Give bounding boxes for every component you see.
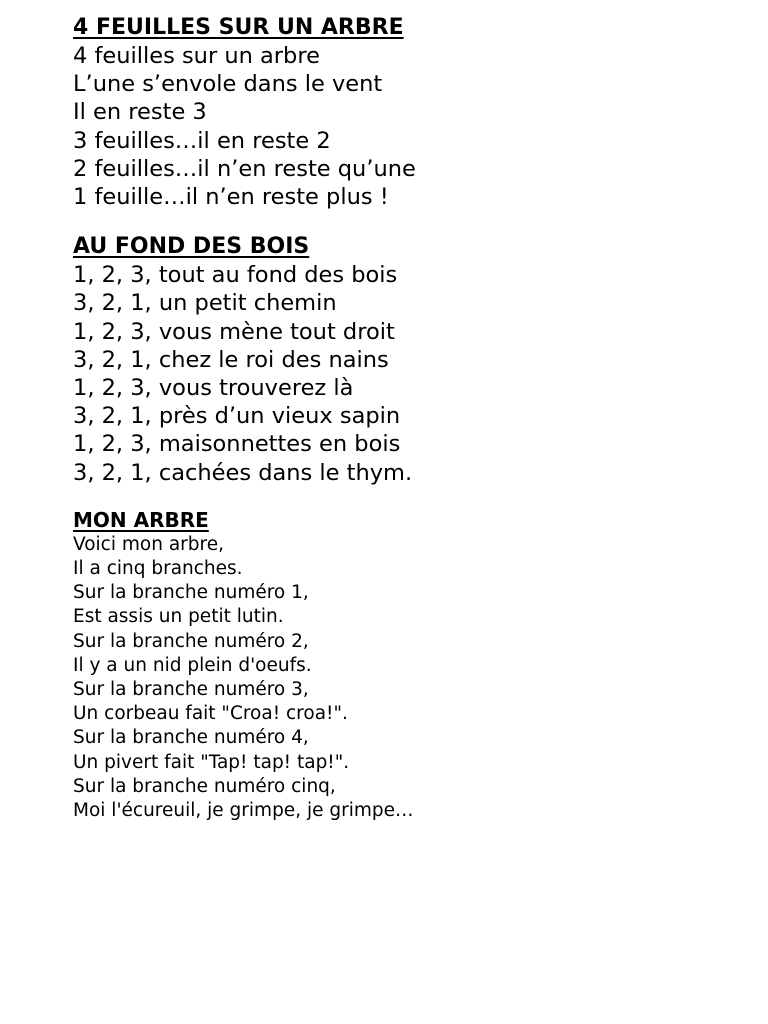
poem-title: AU FOND DES BOIS [73,234,310,260]
poem-line: L’une s’envole dans le vent [73,71,383,98]
document-page [73,14,753,823]
poem-line: 3 feuilles…il en reste 2 [73,127,331,154]
poem-line: Il y a un nid plein d'oeufs. [73,654,312,676]
poem-line: Moi l'écureuil, je grimpe, je grimpe… [73,800,414,822]
poem-line: 3, 2, 1, un petit chemin [73,290,337,317]
poem-line: 1, 2, 3, maisonnettes en bois [73,431,401,458]
poem-line: Sur la branche numéro 3, [73,679,309,701]
poem-title: 4 FEUILLES SUR UN ARBRE [73,15,404,40]
poem-line: Il en reste 3 [73,99,207,126]
poem-title: MON ARBRE [73,507,209,532]
poem-line: 2 feuilles…il n’en reste qu’une [73,155,416,182]
poem-line: Un pivert fait "Tap! tap! tap!". [73,751,350,773]
poem-line: Sur la branche numéro 1, [73,582,309,604]
poem-line: Sur la branche numéro 2, [73,630,309,652]
poem-mon-arbre [73,507,753,823]
poem-line: Sur la branche numéro 4, [73,727,309,749]
poem-line: Voici mon arbre, [73,533,224,555]
poem-line: Sur la branche numéro cinq, [73,775,336,797]
poem-line: 1, 2, 3, vous trouverez là [73,375,354,402]
poem-line: 1 feuille…il n’en reste plus ! [73,184,389,211]
poem-line: Un corbeau fait "Croa! croa!". [73,703,348,725]
poem-line: Il a cinq branches. [73,558,243,580]
poem-line: 1, 2, 3, vous mène tout droit [73,318,395,345]
poem-fond-des-bois [73,233,753,487]
poem-feuilles [73,14,753,211]
poem-line: Est assis un petit lutin. [73,606,284,628]
poem-line: 1, 2, 3, tout au fond des bois [73,262,398,289]
poem-line: 4 feuilles sur un arbre [73,43,320,69]
poem-line: 3, 2, 1, près d’un vieux sapin [73,403,401,430]
poem-line: 3, 2, 1, cachées dans le thym. [73,459,413,486]
poem-line: 3, 2, 1, chez le roi des nains [73,346,389,373]
